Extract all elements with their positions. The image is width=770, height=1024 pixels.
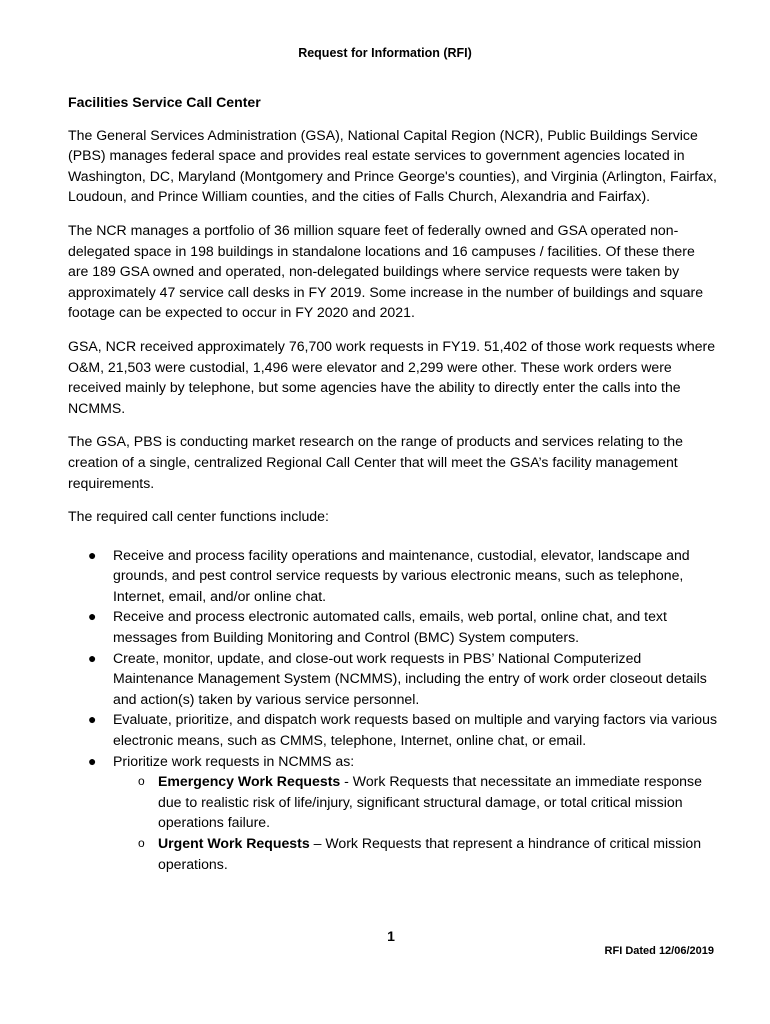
sub-bullet-icon: o	[138, 836, 145, 850]
sub-list-item	[113, 833, 718, 874]
paragraph-work-requests: GSA, NCR received approximately 76,700 work requests in FY19. 51,402 of those work requests where O&M, 21,503 were custodial, 1,496 were elevator and 2,299 were other. These work orders were received mainly by telephone, but some agencies have the ability to directly enter the calls into the NCMMS.	[68, 337, 716, 416]
footer-date: RFI Dated 12/06/2019	[604, 945, 714, 957]
bullet-icon: ●	[88, 649, 97, 666]
functions-list	[68, 545, 718, 875]
list-item-text: Receive and process facility operations and maintenance, custodial, elevator, landscape and grounds, and pest control service requests by various electronic means, such as telephone, Internet, email, and/or online chat.	[113, 546, 690, 604]
sub-list-item-text: – Work Requests that represent a hindrance of critical mission operations.	[158, 835, 702, 872]
paragraph-intro: The General Services Administration (GSA), National Capital Region (NCR), Public Buildings Service (PBS) manages federal space and provides real estate services to government agencies located in Washington, DC, Maryland (Montgomery and Prince George's counties), and Virginia (Arlington, Fairfax, Loudoun, and Prince William counties, and the cities of Falls Church, Alexandria and Fairfax).	[68, 126, 717, 205]
list-item-text: Create, monitor, update, and close-out work requests in PBS’ National Computerized Maintenance Management System (NCMMS), including the entry of work order closeout details and action(s) taken by various service personnel.	[113, 649, 707, 707]
paragraph-functions-intro: The required call center functions include:	[68, 508, 329, 525]
list-item	[68, 751, 718, 875]
bullet-icon: ●	[88, 711, 97, 728]
sub-bullet-icon: o	[138, 774, 145, 789]
list-item	[68, 648, 718, 710]
sub-list-item-term: Emergency Work Requests	[158, 773, 341, 790]
paragraph-portfolio: The NCR manages a portfolio of 36 million square feet of federally owned and GSA operated non-delegated space in 198 buildings in standalone locations and 16 campuses / facilities. Of these there are 189 GSA owned and operated, non-delegated buildings where service requests were taken by approximately 47 service call desks in FY 2019. Some increase in the number of buildings and square footage can be expected to occur in FY 2020 and 2021.	[68, 221, 704, 321]
document-body	[68, 92, 718, 874]
bullet-icon: ●	[88, 752, 97, 769]
list-item-text: Receive and process electronic automated calls, emails, web portal, online chat, and text messages from Building Monitoring and Control (BMC) System computers.	[113, 608, 667, 646]
sub-list-item-term: Urgent Work Requests	[158, 835, 310, 851]
list-item-text: Evaluate, prioritize, and dispatch work requests based on multiple and varying factors via various electronic means, such as CMMS, telephone, Internet, online chat, or email.	[113, 711, 717, 749]
priority-list	[113, 771, 718, 874]
paragraph-market-research: The GSA, PBS is conducting market research on the range of products and services relating to the creation of a single, centralized Regional Call Center that will meet the GSA’s facility management requirements.	[68, 433, 683, 491]
section-heading: Facilities Service Call Center	[68, 94, 261, 110]
document-title: Request for Information (RFI)	[298, 46, 472, 60]
sub-list-item	[113, 771, 718, 833]
bullet-icon: ●	[88, 546, 97, 563]
list-item	[68, 709, 718, 750]
sub-list-item-text: - Work Requests that necessitate an immediate response due to realistic risk of life/injury, significant structural damage, or total critical mission operations failure.	[158, 773, 702, 831]
list-item	[68, 606, 718, 647]
list-item	[68, 545, 718, 607]
bullet-icon: ●	[88, 608, 97, 625]
page-number: 1	[387, 928, 395, 944]
list-item-text: Prioritize work requests in NCMMS as:	[113, 752, 355, 769]
